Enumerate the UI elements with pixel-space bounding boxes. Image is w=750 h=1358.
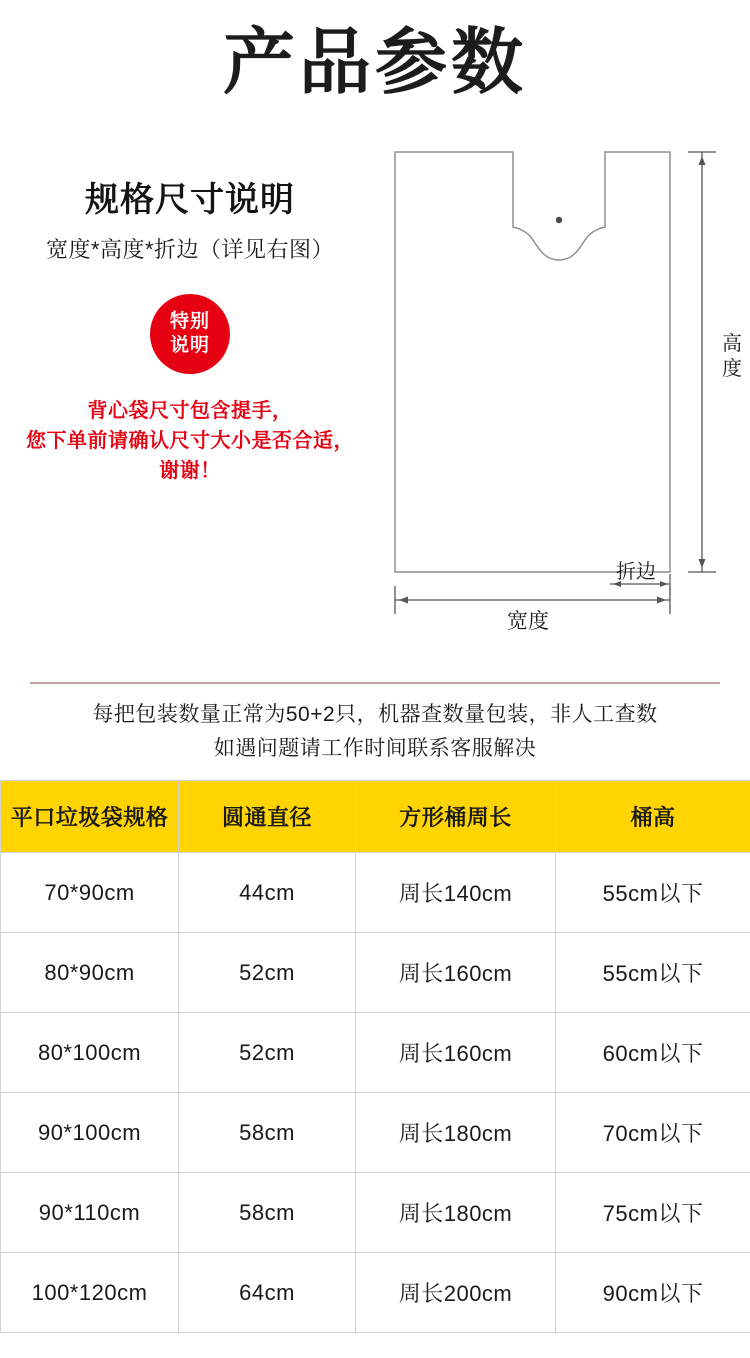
table-row (1, 1253, 750, 1333)
fold-label: 折边 (616, 559, 656, 583)
table-cell: 64cm (179, 1253, 356, 1333)
table-cell: 80*100cm (1, 1013, 179, 1093)
bag-notch-dot (556, 217, 562, 223)
table-cell: 周长180cm (356, 1173, 556, 1253)
note-line-1: 每把包装数量正常为50+2只，机器查数量包装，非人工查数 (92, 703, 658, 726)
table-cell: 52cm (179, 1013, 356, 1093)
warning-line-1: 背心袋尺寸包含提手， (87, 400, 293, 422)
table-cell: 80*90cm (1, 933, 179, 1013)
table-header-row (1, 781, 750, 853)
table-row (1, 1013, 750, 1093)
table-cell: 58cm (179, 1173, 356, 1253)
packaging-note (30, 682, 720, 766)
spec-table (0, 780, 750, 1333)
table-cell: 周长180cm (356, 1093, 556, 1173)
table-cell: 55cm以下 (556, 853, 750, 933)
table-cell: 周长160cm (356, 1013, 556, 1093)
table-header-cell: 桶高 (556, 781, 750, 853)
table-header-cell: 方形桶周长 (356, 781, 556, 853)
special-note-stamp (150, 294, 230, 374)
table-cell: 60cm以下 (556, 1013, 750, 1093)
page-title: 产品参数 (222, 20, 527, 104)
special-note-stamp-wrap (0, 294, 380, 374)
table-header-cell: 圆通直径 (179, 781, 356, 853)
table-row (1, 853, 750, 933)
table-cell: 70*90cm (1, 853, 179, 933)
table-cell: 周长200cm (356, 1253, 556, 1333)
table-cell: 70cm以下 (556, 1093, 750, 1173)
spec-heading: 规格尺寸说明 (85, 180, 295, 220)
spec-text-block (0, 172, 380, 486)
warning-line-3: 谢谢！ (159, 460, 221, 482)
note-line-2: 如遇问题请工作时间联系客服解决 (213, 737, 537, 760)
table-cell: 90*110cm (1, 1173, 179, 1253)
bag-diagram (370, 132, 750, 632)
width-label: 宽度 (507, 609, 549, 632)
table-row (1, 1093, 750, 1173)
table-cell: 75cm以下 (556, 1173, 750, 1253)
spec-section (0, 172, 750, 672)
table-cell: 55cm以下 (556, 933, 750, 1013)
table-row (1, 1173, 750, 1253)
table-cell: 周长140cm (356, 853, 556, 933)
table-cell: 58cm (179, 1093, 356, 1173)
stamp-line-1: 特别 (169, 311, 210, 332)
table-cell: 周长160cm (356, 933, 556, 1013)
table-cell: 52cm (179, 933, 356, 1013)
spec-subheading: 宽度*高度*折边（详见右图） (45, 237, 335, 262)
table-cell: 44cm (179, 853, 356, 933)
stamp-line-2: 说明 (169, 335, 210, 356)
table-cell: 100*120cm (1, 1253, 179, 1333)
height-label-char-1: 高 (722, 331, 742, 355)
table-cell: 90cm以下 (556, 1253, 750, 1333)
table-row (1, 933, 750, 1013)
table-header-cell: 平口垃圾袋规格 (1, 781, 179, 853)
warning-line-2: 您下单前请确认尺寸大小是否合适， (26, 430, 354, 452)
height-label-char-2: 度 (722, 356, 742, 380)
table-cell: 90*100cm (1, 1093, 179, 1173)
warning-text (0, 396, 380, 486)
